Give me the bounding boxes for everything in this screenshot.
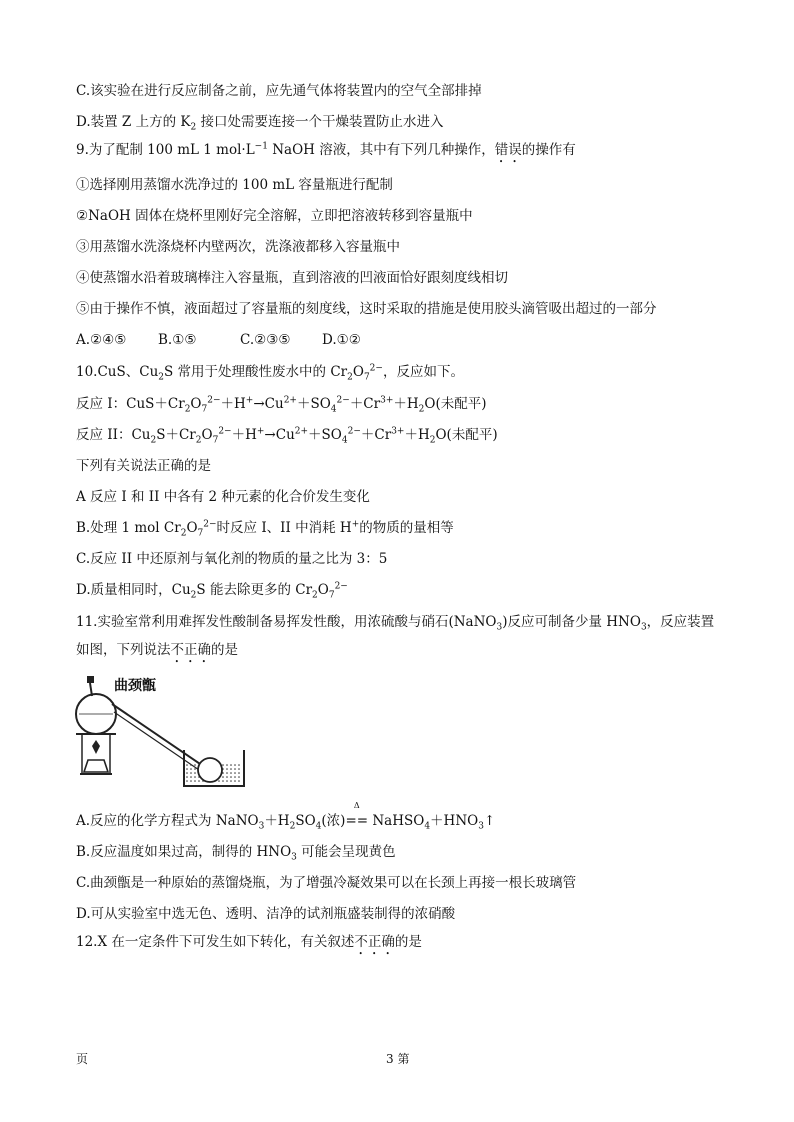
q11-stem-line-2: 如图，下列说法不正确的是 <box>76 642 238 658</box>
emphasis-text: 不正确 <box>354 934 395 950</box>
gas-up-arrow-icon: ↑ <box>483 813 496 829</box>
q9-item-3: ③用蒸馏水洗涤烧杯内壁两次，洗涤液都移入容量瓶中 <box>76 239 400 255</box>
q9-option-c: C.②③⑤ <box>240 332 291 348</box>
footer-left: 页 <box>76 1052 89 1066</box>
q9-item-1: ①选择刚用蒸馏水洗净过的 100 mL 容量瓶进行配制 <box>76 177 393 193</box>
q10-option-a: A 反应 I 和 II 中各有 2 种元素的化合价发生变化 <box>76 489 370 505</box>
q10-reaction-1: 反应 I：$CuS+Cr_2O_7^{2-}+H^+\to Cu^{2+}+SO_4^{2-}+Cr^{3+}+H_2O$(未配平) <box>76 395 487 415</box>
emphasis-text: 错误 <box>494 142 522 158</box>
q12-stem: 12.X 在一定条件下可发生如下转化，有关叙述不正确的是 <box>76 934 422 950</box>
q9-option-a: A.②④⑤ <box>76 332 127 348</box>
q10-stem: 10.CuS、$Cu_2S$ 常用于处理酸性废水中的 $Cr_2O_7^{2-}$，反应如下。 <box>76 363 464 383</box>
q9-item-4: ④使蒸馏水沿着玻璃棒注入容量瓶，直到溶液的凹液面恰好跟刻度线相切 <box>76 270 508 286</box>
q10-option-d: D.质量相同时，$Cu_2S$ 能去除更多的 $Cr_2O_7^{2-}$ <box>76 581 348 601</box>
q11-option-a: A.反应的化学方程式为 $NaNO_3+H_2SO_4$(浓) Δ == $NaHSO_4+HNO_3↑$ <box>76 801 496 832</box>
q10-option-b: B.处理 1 mol $Cr_2O_7^{2-}$时反应 I、II 中消耗 H+的物质的量相等 <box>76 519 454 539</box>
q11-option-c: C.曲颈甑是一种原始的蒸馏烧瓶，为了增强冷凝效果可以在长颈上再接一根长玻璃管 <box>76 875 577 891</box>
heat-condition: Δ == <box>345 801 369 829</box>
q8-option-d: D.装置 Z 上方的 $K_2$ 接口处需要连接一个干燥装置防止水进入 <box>76 114 444 133</box>
q11-stem: 11.实验室常利用难挥发性酸制备易挥发性酸，用浓硫酸与硝石(NaNO$_3$)反应可制备少量 $HNO_3$，反应装置 <box>76 614 715 633</box>
figure-label: 曲颈甑 <box>114 678 156 694</box>
q9-option-d: D.①② <box>322 332 361 348</box>
emphasis-text: 不正确 <box>170 642 211 658</box>
q9-item-2: ②NaOH 固体在烧杯里刚好完全溶解，立即把溶液转移到容量瓶中 <box>76 208 473 224</box>
q10-option-c: C.反应 II 中还原剂与氧化剂的物质的量之比为 3：5 <box>76 551 388 567</box>
q9-item-5: ⑤由于操作不慎，液面超过了容量瓶的刻度线，这时采取的措施是使用胶头滴管吸出超过的一部分 <box>76 301 657 317</box>
page-number: 3 第 <box>386 1052 410 1066</box>
q11-option-d: D.可从实验室中选无色、透明、洁净的试剂瓶盛装制得的浓硝酸 <box>76 906 456 922</box>
q10-question: 下列有关说法正确的是 <box>76 458 211 474</box>
q11-option-b: B.反应温度如果过高，制得的 $HNO_3$ 可能会呈现黄色 <box>76 844 396 863</box>
q8-option-c: C.该实验在进行反应制备之前，应先通气体将装置内的空气全部排掉 <box>76 83 482 99</box>
q9-option-b: B.①⑤ <box>158 332 197 348</box>
q9-stem: 9.为了配制 100 mL 1 $mol\cdot L^{-1}$ NaOH 溶液，其中有下列几种操作，错误的操作有 <box>76 141 576 158</box>
retort-apparatus-figure <box>74 668 254 792</box>
q10-reaction-2: 反应 II：$Cu_2S+Cr_2O_7^{2-}+H^+\to Cu^{2+}+SO_4^{2-}+Cr^{3+}+H_2O$(未配平) <box>76 426 498 446</box>
q9-options <box>76 331 404 349</box>
